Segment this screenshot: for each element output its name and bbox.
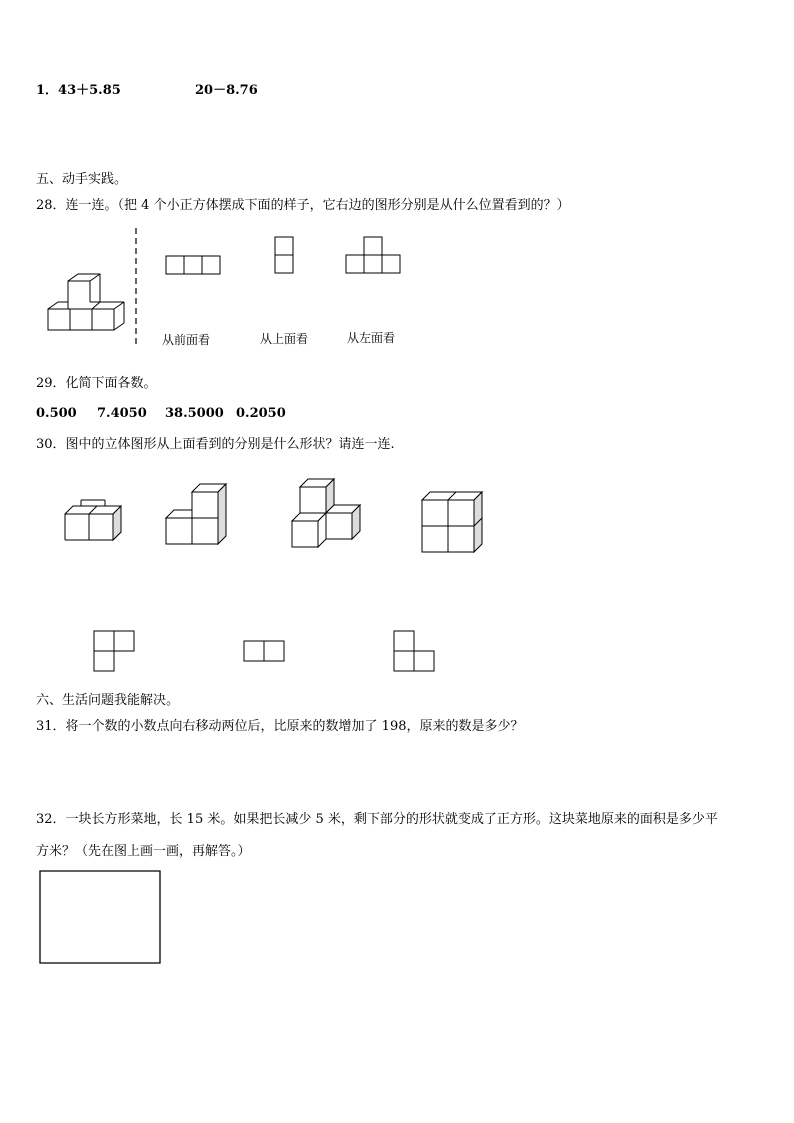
caption-from-top: 从上面看 bbox=[260, 332, 309, 346]
section-six-title: 六、生活问题我能解决。 bbox=[36, 693, 180, 708]
question-29-text: 29．化简下面各数。 bbox=[36, 376, 157, 391]
caption-from-left: 从左面看 bbox=[347, 331, 396, 345]
q30-top-view-l-shape-a bbox=[93, 630, 137, 672]
q30-solid-3 bbox=[291, 478, 363, 548]
q30-solid-4 bbox=[421, 491, 483, 553]
q30-top-view-l-shape-b bbox=[393, 630, 437, 672]
q32-drawing-box bbox=[39, 870, 163, 966]
q28-cube-stack-figure bbox=[44, 272, 134, 334]
q29-number-1: 0.500 bbox=[36, 406, 77, 421]
calc-item-2: 20－8.76 bbox=[195, 83, 258, 98]
q30-solid-1 bbox=[64, 497, 126, 543]
q29-number-2: 7.4050 bbox=[97, 406, 147, 421]
section-five-title: 五、动手实践。 bbox=[36, 172, 128, 187]
q28-view-two-stacked-squares bbox=[274, 236, 296, 276]
question-31-text: 31．将一个数的小数点向右移动两位后，比原来的数增加了 198，原来的数是多少？ bbox=[36, 719, 524, 734]
question-30-text: 30．图中的立体图形从上面看到的分别是什么形状？请连一连. bbox=[36, 437, 395, 452]
calc-item-1: 1．43＋5.85 bbox=[36, 83, 121, 98]
question-32-line-2: 方米？（先在图上画一画，再解答。） bbox=[36, 844, 251, 859]
q29-number-4: 0.2050 bbox=[236, 406, 286, 421]
q28-view-t-shape bbox=[345, 236, 405, 276]
question-32-line-1: 32．一块长方形菜地，长 15 米。如果把长减少 5 米，剩下部分的形状就变成了正方形。这块菜地原来的面积是多少平 bbox=[36, 812, 718, 827]
q29-number-3: 38.5000 bbox=[165, 406, 224, 421]
q28-view-three-squares bbox=[165, 255, 223, 277]
q30-solid-2 bbox=[165, 483, 227, 547]
question-28-text: 28．连一连。（把 4 个小正方体摆成下面的样子，它右边的图形分别是从什么位置看到的？） bbox=[36, 198, 570, 213]
caption-from-front: 从前面看 bbox=[162, 333, 211, 347]
q28-dashed-divider bbox=[133, 228, 139, 348]
q30-top-view-two-squares bbox=[243, 640, 287, 664]
